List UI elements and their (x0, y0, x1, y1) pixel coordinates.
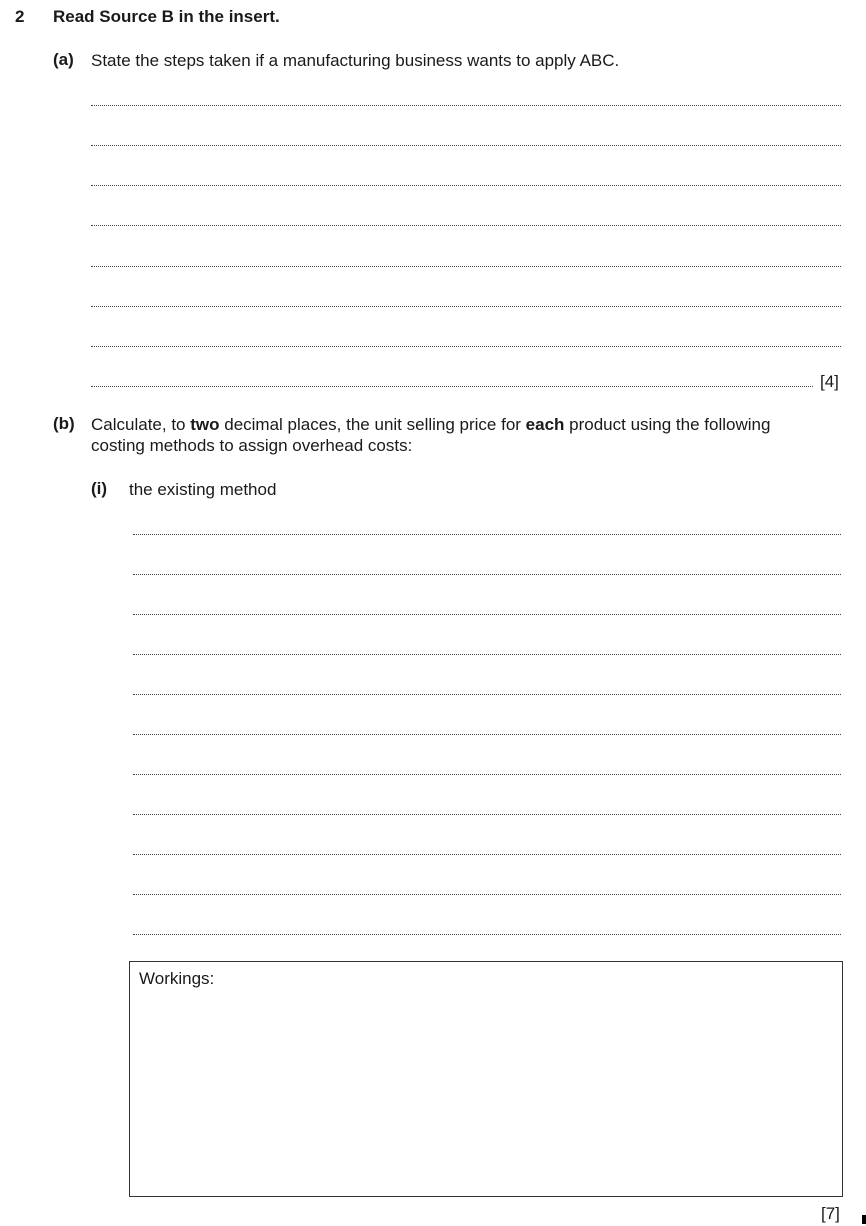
answer-line[interactable] (133, 894, 841, 895)
answer-line[interactable] (133, 734, 841, 735)
part-b-i-text: the existing method (129, 480, 277, 499)
answer-line[interactable] (133, 534, 841, 535)
answer-line[interactable] (133, 774, 841, 775)
answer-line[interactable] (133, 614, 841, 615)
workings-box[interactable] (129, 961, 843, 1197)
part-a-question-text: State the steps taken if a manufacturing business wants to apply ABC. (91, 51, 620, 70)
answer-line[interactable] (91, 105, 841, 106)
answer-line[interactable] (133, 574, 841, 575)
answer-line[interactable] (133, 694, 841, 695)
part-a-label: (a) (53, 50, 74, 69)
part-b-text-segment: decimal places, the unit selling price for (219, 415, 526, 434)
question-number: 2 (15, 7, 25, 26)
answer-line[interactable] (91, 386, 813, 387)
part-b-text-segment: Calculate, to (91, 415, 191, 434)
answer-line[interactable] (133, 854, 841, 855)
workings-label: Workings: (139, 969, 215, 988)
part-b-question-text (91, 414, 843, 435)
question-title: Read Source B in the insert. (53, 7, 280, 26)
answer-line[interactable] (91, 225, 841, 226)
answer-line[interactable] (91, 266, 841, 267)
part-a-marks: [4] (820, 372, 839, 391)
answer-line[interactable] (133, 814, 841, 815)
part-b-question-text-line-2: costing methods to assign overhead costs: (91, 436, 413, 455)
answer-line[interactable] (133, 934, 841, 935)
part-b-i-label: (i) (91, 479, 108, 498)
answer-line[interactable] (91, 346, 841, 347)
answer-line[interactable] (91, 185, 841, 186)
part-b-i-marks: [7] (821, 1204, 840, 1223)
part-b-emphasis-each: each (525, 415, 565, 434)
part-b-emphasis-two: two (190, 415, 220, 434)
answer-line[interactable] (91, 145, 841, 146)
part-b-label: (b) (53, 414, 75, 433)
part-b-text-segment: product using the following (564, 415, 771, 434)
page-corner-mark (862, 1215, 866, 1224)
answer-line[interactable] (133, 654, 841, 655)
answer-line[interactable] (91, 306, 841, 307)
